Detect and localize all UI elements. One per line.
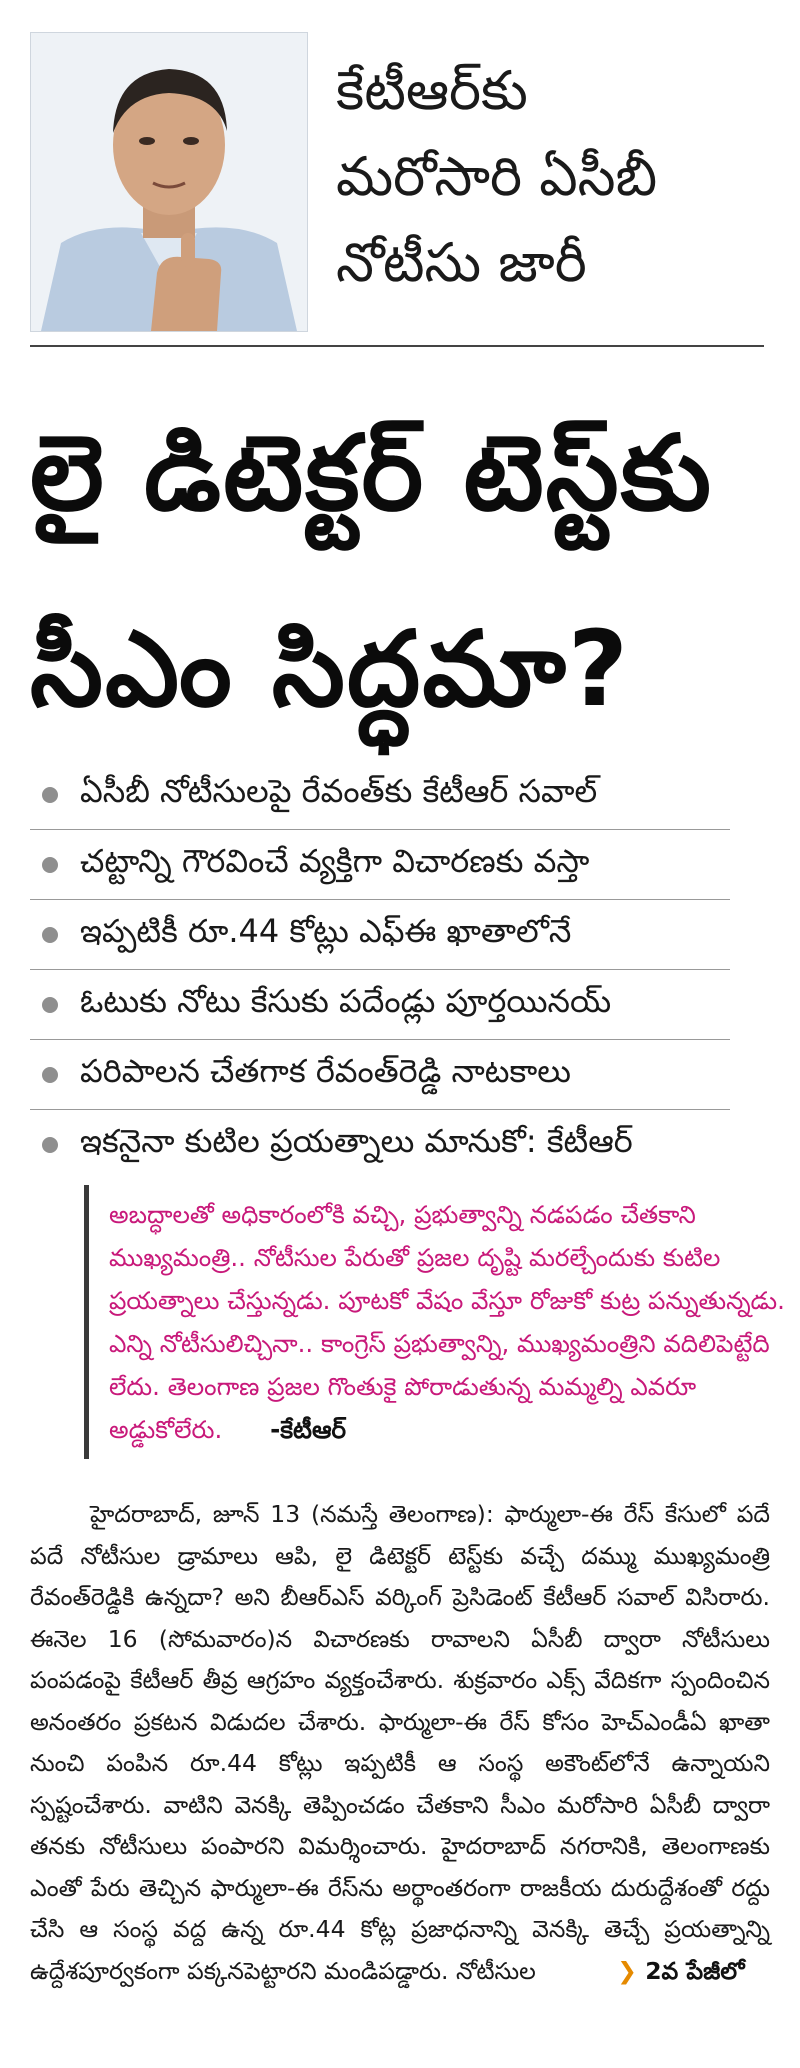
headline-line-1: లై డిటెక్టర్‌ టెస్ట్‌కు (30, 412, 713, 534)
bullet-text: చట్టాన్ని గౌరవించే వ్యక్తిగా విచారణకు వస్తా (80, 841, 590, 880)
chevron-right-icon: ❯ (617, 1956, 637, 1985)
kicker-line-3: నోటీసు జారీ (336, 231, 587, 294)
bullet-dot-icon (42, 1067, 58, 1083)
bullet-text: ఇకనైనా కుటిల ప్రయత్నాలు మానుకో: కేటీఆర్‌ (80, 1121, 633, 1160)
kicker-heading (336, 48, 776, 306)
quote-text: అబద్ధాలతో అధికారంలోకి వచ్చి, ప్రభుత్వాన్ని నడపడం చేతకాని ముఖ్యమంత్రి.. నోటీసుల పేరుతో ప్రజల దృష్టి మరల్చేందుకు కుటిల ప్రయత్నాలు చేస్తున్నడు. పూటకో వేషం వేస్తూ రోజుకో కుట్ర పన్నుతున్నడు. ఎన్ని నోటీసులిచ్చినా.. కాంగ్రెస్‌ ప్రభుత్వాన్ని, ముఖ్యమంత్రిని వదిలిపెట్టేది లేదు. తెలంగాణ ప్రజల గొంతుకై పోరాడుతున్న మమ్మల్ని ఎవరూ అడ్డుకోలేరు. (109, 1200, 785, 1444)
highlight-bullets (30, 760, 730, 1179)
kicker-line-2: మరోసారి ఏసీబీ (336, 145, 658, 208)
bullet-item (30, 830, 730, 900)
bullet-dot-icon (42, 927, 58, 943)
divider (30, 345, 764, 347)
bullet-item (30, 900, 730, 970)
portrait-illustration (31, 33, 307, 331)
bullet-dot-icon (42, 997, 58, 1013)
bullet-item (30, 970, 730, 1040)
bullet-item (30, 1040, 730, 1110)
bullet-dot-icon (42, 857, 58, 873)
bullet-dot-icon (42, 787, 58, 803)
article-body (30, 1494, 770, 1992)
kicker-line-1: కేటీఆర్‌కు (336, 59, 528, 122)
portrait-photo (30, 32, 308, 332)
bullet-dot-icon (42, 1137, 58, 1153)
main-headline (30, 375, 770, 767)
bullet-item (30, 760, 730, 830)
pull-quote (84, 1185, 785, 1459)
bullet-text: ఏసీబీ నోటీసులపై రేవంత్‌కు కేటీఆర్‌ సవాల్‌ (80, 771, 598, 810)
headline-line-2: సీఎం సిద్ధమా? (30, 608, 631, 730)
bullet-text: ఇప్పటికీ రూ.44 కోట్లు ఎఫ్‌ఈ ఖాతాలోనే (80, 911, 572, 950)
bullet-text: ఓటుకు నోటు కేసుకు పదేండ్లు పూర్తయినయ్‌ (80, 981, 612, 1020)
continued-link[interactable] (557, 1951, 744, 1993)
continued-label: 2వ పేజీలో (645, 1956, 745, 1985)
quote-signature: -కేటీఆర్‌ (270, 1415, 347, 1444)
body-text: హైదరాబాద్‌, జూన్‌ 13 (నమస్తే తెలంగాణ): ఫార్ములా-ఈ రేస్‌ కేసులో పదే పదే నోటీసుల డ్రామాలు ఆపి, లై డిటెక్టర్‌ టెస్ట్‌కు వచ్చే దమ్ము ముఖ్యమంత్రి రేవంత్‌రెడ్డికి ఉన్నదా? అని బీఆర్‌ఎస్‌ వర్కింగ్‌ ప్రెసిడెంట్‌ కేటీఆర్‌ సవాల్‌ విసిరారు. ఈనెల 16 (సోమవారం)న విచారణకు రావాలని ఏసీబీ ద్వారా నోటీసులు పంపడంపై కేటీఆర్‌ తీవ్ర ఆగ్రహం వ్యక్తంచేశారు. శుక్రవారం ఎక్స్‌ వేదికగా స్పందించిన అనంతరం ప్రకటన విడుదల చేశారు. ఫార్ములా-ఈ రేస్‌ కోసం హెచ్‌ఎండీఏ ఖాతా నుంచి పంపిన రూ.44 కోట్లు ఇప్పటికీ ఆ సంస్థ అకౌంట్‌లోనే ఉన్నాయని స్పష్టంచేశారు. వాటిని వెనక్కి తెప్పించడం చేతకాని సీఎం మరోసారి ఏసీబీ ద్వారా తనకు నోటీసులు పంపారని విమర్శించారు. హైదరాబాద్‌ నగరానికి, తెలంగాణకు ఎంతో పేరు తెచ్చిన ఫార్ములా-ఈ రేస్‌ను అర్థాంతరంగా రాజకీయ దురుద్దేశంతో రద్దు చేసి ఆ సంస్థ వద్ద ఉన్న రూ.44 కోట్ల ప్రజాధనాన్ని వెనక్కి తెచ్చే ప్రయత్నాన్ని ఉద్దేశపూర్వకంగా పక్కనపెట్టారని మండిపడ్డారు. నోటీసుల (30, 1500, 770, 1985)
bullet-text: పరిపాలన చేతగాక రేవంత్‌రెడ్డి నాటకాలు (80, 1051, 571, 1090)
bullet-item (30, 1110, 730, 1179)
body-paragraph (30, 1494, 770, 1992)
